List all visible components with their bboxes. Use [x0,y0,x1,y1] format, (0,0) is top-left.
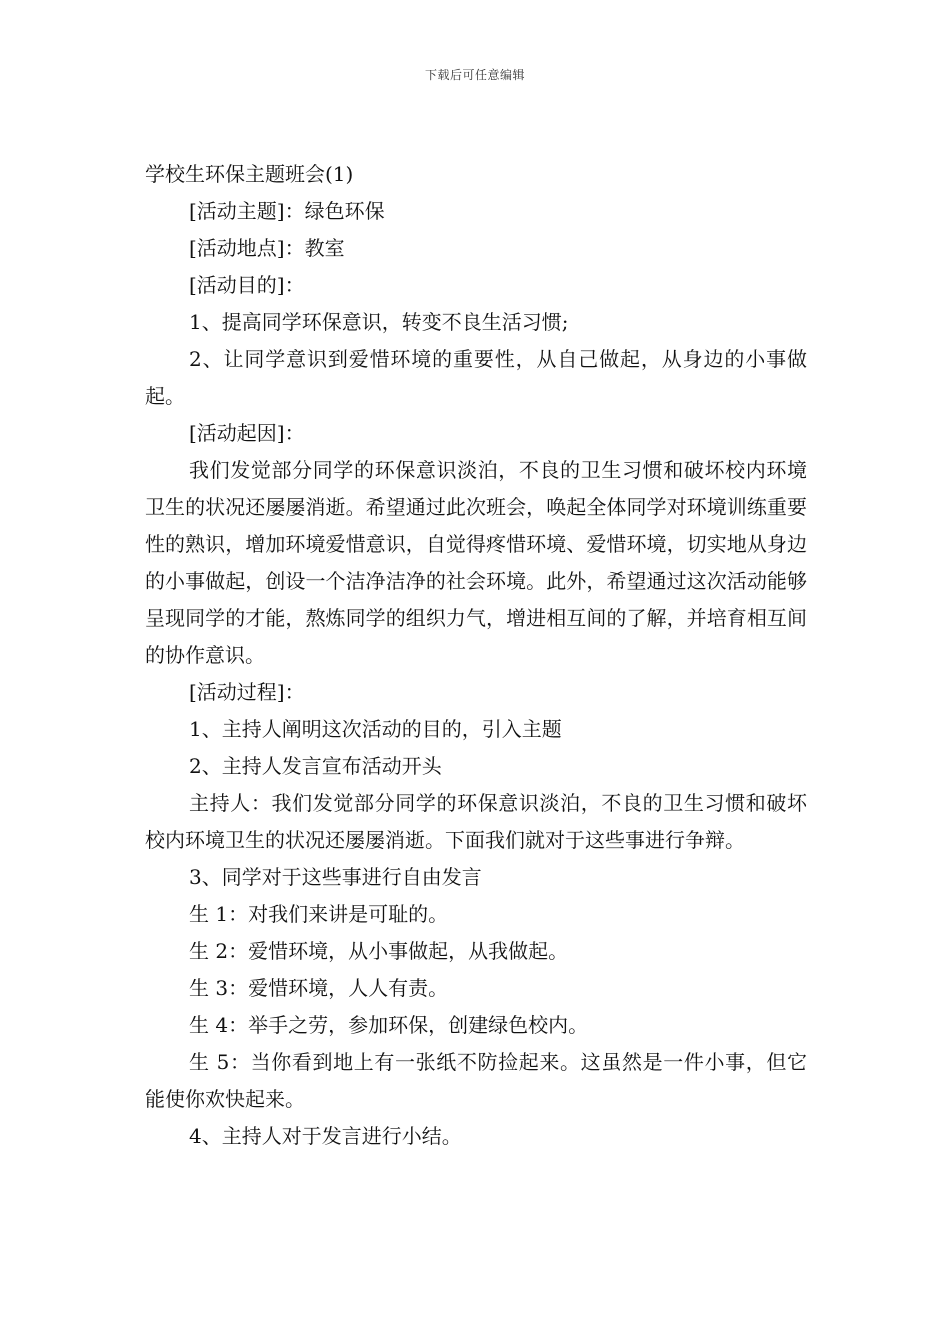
paragraph-cause-body: 我们发觉部分同学的环保意识淡泊，不良的卫生习惯和破坏校内环境卫生的状况还屡屡消逝。希望通过此次班会，唤起全体同学对环境训练重要性的熟识，增加环境爱惜意识，自觉得疼惜环境、爱惜环境，切实地从身边的小事做起，创设一个洁净洁净的社会环境。此外，希望通过这次活动能够呈现同学的才能，熬炼同学的组织力气，增进相互间的了解，并培育相互间的协作意识。 [145,458,807,667]
paragraph-student-1: 生 1：对我们来讲是可耻的。 [189,902,449,926]
paragraph-process-1: 1、主持人阐明这次活动的目的，引入主题 [189,717,562,741]
document-title: 学校生环保主题班会(1) [145,162,354,186]
paragraph-host-speech: 主持人：我们发觉部分同学的环保意识淡泊，不良的卫生习惯和破坏校内环境卫生的状况还屡屡消逝。下面我们就对于这些事进行争辩。 [145,791,807,852]
paragraph-student-5: 生 5：当你看到地上有一张纸不防捡起来。这虽然是一件小事，但它能使你欢快起来。 [145,1050,807,1111]
paragraph-purpose-heading: [活动目的]： [189,273,305,297]
paragraph-theme: [活动主题]：绿色环保 [189,199,385,223]
document-body [145,156,807,1155]
paragraph-process-3: 3、同学对于这些事进行自由发言 [189,865,482,889]
paragraph-cause-heading: [活动起因]： [189,421,305,445]
paragraph-process-heading: [活动过程]： [189,680,305,704]
page-header-note: 下载后可任意编辑 [424,68,525,82]
paragraph-student-2: 生 2：爱惜环境，从小事做起，从我做起。 [189,939,569,963]
paragraph-purpose-1: 1、提高同学环保意识，转变不良生活习惯; [189,310,569,334]
paragraph-purpose-2: 2、让同学意识到爱惜环境的重要性，从自己做起，从身边的小事做起。 [145,347,807,408]
paragraph-process-4: 4、主持人对于发言进行小结。 [189,1124,462,1148]
paragraph-student-4: 生 4：举手之劳，参加环保，创建绿色校内。 [189,1013,589,1037]
paragraph-location: [活动地点]：教室 [189,236,345,260]
paragraph-student-3: 生 3：爱惜环境，人人有责。 [189,976,449,1000]
paragraph-process-2: 2、主持人发言宣布活动开头 [189,754,442,778]
